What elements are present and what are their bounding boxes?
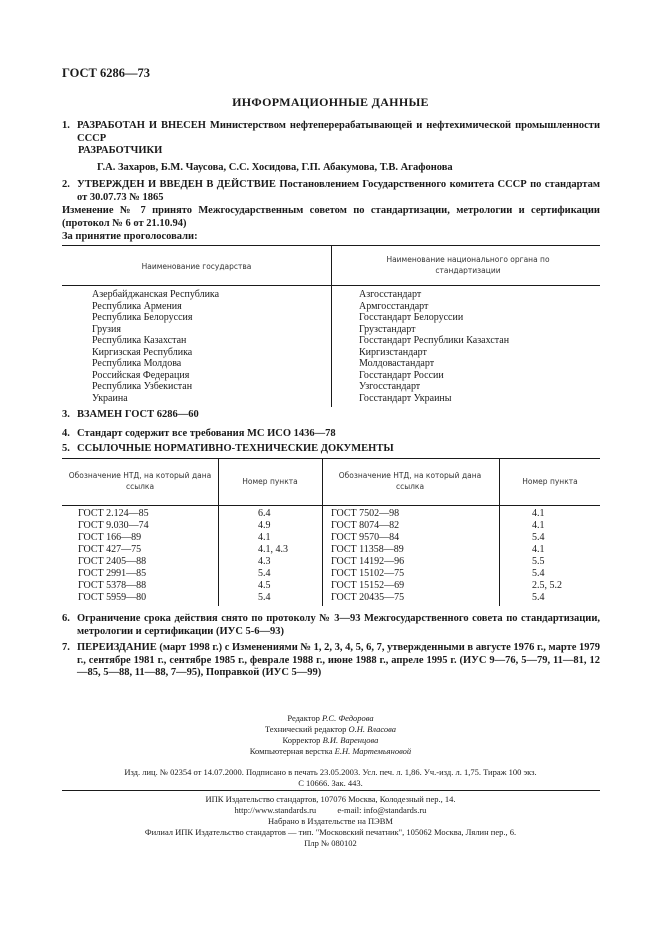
ref-doc: ГОСТ 7502—98: [331, 508, 400, 519]
ref-item: 2.5, 5.2: [532, 580, 562, 591]
ref-item: 5.4: [532, 592, 545, 603]
gost-code-header: ГОСТ 6286—73: [62, 66, 151, 80]
organ-name: Азгосстандарт: [359, 289, 422, 300]
ref-item: 4.1: [258, 532, 271, 543]
item-3: [62, 409, 600, 422]
credit-editor-role: Редактор: [287, 713, 320, 723]
credit-editor-name: Р.С. Федорова: [321, 713, 374, 723]
state-name: Азербайджанская Республика: [92, 289, 220, 300]
item-7-number: 7.: [62, 642, 70, 653]
refs-header-doc-left: Обозначение НТД, на который дана ссылка: [68, 471, 212, 491]
ref-doc: ГОСТ 11358—89: [331, 544, 404, 555]
item-3-number: 3.: [62, 409, 70, 420]
states-header-state: Наименование государства: [141, 262, 252, 271]
organ-name: Госстандарт Республики Казахстан: [359, 335, 510, 346]
item-3-text: ВЗАМЕН ГОСТ 6286—60: [77, 409, 199, 420]
organ-name: Армгосстандарт: [359, 300, 429, 312]
imprint-line-2: С 10666. Зак. 443.: [298, 778, 363, 788]
ref-item: 6.4: [258, 508, 271, 519]
change-7-text: Изменение № 7 принято Межгосударственным советом по стандартизации, метрологии и сертификации (протокол № 6 от 21.10.94): [62, 205, 600, 229]
change-7-note: [62, 205, 600, 231]
refs-table-divider: [499, 458, 500, 606]
refs-table-top-rule: [62, 458, 600, 459]
voted-label: За принятие проголосовали:: [62, 231, 198, 242]
ref-item: 5.4: [258, 592, 271, 603]
ref-item: 4.1: [532, 508, 545, 519]
item-5: [62, 443, 600, 456]
credit-tech-name: О.Н. Власова: [348, 724, 397, 734]
ref-doc: ГОСТ 9.030—74: [78, 520, 149, 531]
state-name: Республика Молдова: [92, 358, 182, 369]
state-name: Украина: [92, 392, 128, 404]
item-6-number: 6.: [62, 613, 70, 624]
states-table-divider: [331, 245, 332, 407]
item-4-text: Стандарт содержит все требования МС ИСО 1436—78: [77, 428, 336, 439]
ref-item: 4.3: [258, 556, 271, 567]
item-2-number: 2.: [62, 179, 70, 190]
state-name: Республика Казахстан: [92, 335, 187, 346]
ref-item: 4.1: [532, 544, 545, 555]
credit-proofreader: [0, 735, 661, 746]
organ-name: Грузстандарт: [359, 323, 416, 335]
organ-name: Киргизстандарт: [359, 346, 427, 358]
credit-proof-role: Корректор: [282, 735, 321, 745]
imprint-line-4: http://www.standards.ru e-mail: info@standards.ru: [234, 805, 427, 815]
ref-item: 4.9: [258, 520, 271, 531]
ref-doc: ГОСТ 2.124—85: [78, 508, 149, 519]
item-4: [62, 428, 600, 441]
states-header-organ: Наименование национального органа по стандартизации: [386, 255, 550, 275]
organ-name: Госстандарт Белоруссии: [359, 312, 464, 323]
ref-item: 4.1: [532, 520, 545, 531]
imprint-line-7: Плр № 080102: [304, 838, 357, 848]
item-1: [62, 120, 600, 146]
page-title: ИНФОРМАЦИОННЫЕ ДАННЫЕ: [232, 95, 429, 109]
state-name: Киргизская Республика: [92, 346, 193, 358]
refs-table-divider: [218, 458, 219, 606]
ref-item: 4.5: [258, 580, 271, 591]
ref-doc: ГОСТ 2405—88: [78, 556, 147, 567]
developers-names: Г.А. Захаров, Б.М. Чаусова, С.С. Хосидова, Г.П. Абакумова, Т.В. Агафонова: [97, 162, 453, 173]
refs-header-item-left: Номер пункта: [242, 477, 298, 486]
item-4-number: 4.: [62, 428, 70, 439]
ref-doc: ГОСТ 166—89: [78, 532, 142, 543]
organ-name: Госстандарт России: [359, 369, 444, 381]
item-7: [62, 642, 600, 682]
item-2-text: УТВЕРЖДЕН И ВВЕДЕН В ДЕЙСТВИЕ Постановлением Государственного комитета СССР по стандартам от 30.07.73 № 1865: [77, 179, 600, 203]
state-name: Российская Федерация: [92, 369, 190, 381]
state-name: Республика Узбекистан: [92, 381, 193, 392]
ref-doc: ГОСТ 2991—85: [78, 568, 147, 579]
credit-layout-name: Е.Н. Мартемьяновой: [334, 746, 412, 756]
item-6: [62, 613, 600, 639]
ref-doc: ГОСТ 9570—84: [331, 532, 400, 543]
ref-item: 5.4: [532, 532, 545, 543]
item-2: [62, 179, 600, 205]
item-6-text: Ограничение срока действия снято по протоколу № 3—93 Межгосударственного совета по стандартизации, метрологии и сертификации (ИУС 5-6—93): [77, 613, 600, 637]
ref-doc: ГОСТ 5959—80: [78, 592, 147, 603]
ref-doc: ГОСТ 15102—75: [331, 568, 405, 579]
item-1-text: РАЗРАБОТАН И ВНЕСЕН Министерством нефтеперерабатывающей и нефтехимической промышленности СССР: [77, 120, 600, 144]
ref-doc: ГОСТ 427—75: [78, 544, 142, 555]
refs-table-divider: [322, 458, 323, 606]
ref-item: 5.4: [258, 568, 271, 579]
imprint-line-3: ИПК Издательство стандартов, 107076 Москва, Колодезный пер., 14.: [205, 794, 456, 804]
credit-editor: [0, 713, 661, 724]
credit-layout: [0, 746, 661, 757]
developers-label: РАЗРАБОТЧИКИ: [78, 145, 163, 156]
imprint-line-6: Филиал ИПК Издательство стандартов — тип. "Московский печатник", 105062 Москва, Лялин пер., 6.: [144, 827, 517, 837]
imprint-line-1: Изд. лиц. № 02354 от 14.07.2000. Подписано в печать 23.05.2003. Усл. печ. л. 1,86. Уч.-изд. л. 1,75. Тираж 100 экз.: [124, 767, 537, 777]
ref-doc: ГОСТ 14192—96: [331, 556, 405, 567]
ref-doc: ГОСТ 15152—69: [331, 580, 405, 591]
credit-tech-editor: [0, 724, 661, 735]
item-5-text: ССЫЛОЧНЫЕ НОРМАТИВНО-ТЕХНИЧЕСКИЕ ДОКУМЕНТЫ: [77, 443, 394, 454]
imprint-rule: [62, 790, 600, 791]
ref-item: 5.4: [532, 568, 545, 579]
ref-item: 4.1, 4.3: [258, 544, 288, 555]
refs-header-item-right: Номер пункта: [522, 477, 578, 486]
credit-layout-role: Компьютерная верстка: [249, 746, 333, 756]
ref-doc: ГОСТ 5378—88: [78, 580, 147, 591]
organ-name: Молдовастандарт: [359, 358, 435, 369]
imprint-line-5: Набрано в Издательстве на ПЭВМ: [268, 816, 393, 826]
state-name: Республика Белоруссия: [92, 312, 193, 323]
ref-doc: ГОСТ 20435—75: [331, 592, 405, 603]
state-name: Республика Армения: [92, 300, 182, 312]
organ-name: Узгосстандарт: [359, 381, 421, 392]
item-1-number: 1.: [62, 120, 70, 131]
ref-item: 5.5: [532, 556, 545, 567]
organ-name: Госстандарт Украины: [359, 392, 452, 404]
state-name: Грузия: [92, 323, 121, 335]
refs-table-header-rule: [62, 505, 600, 506]
credit-proof-name: В.И. Варенцова: [322, 735, 379, 745]
item-5-number: 5.: [62, 443, 70, 454]
item-7-text: ПЕРЕИЗДАНИЕ (март 1998 г.) с Изменениями № 1, 2, 3, 4, 5, 6, 7, утвержденными в августе 1976 г., марте 1979 г., сентябре 1981 г., сентябре 1985 г., феврале 1988 г., июне 1988 г., апреле 1995 г. (ИУС 9—76, 5—79, 11—81, 12—85, 5—88, 11—88, 7—95), Поправкой (ИУС 5—99): [77, 642, 600, 678]
credit-tech-role: Технический редактор: [264, 724, 347, 734]
ref-doc: ГОСТ 8074—82: [331, 520, 400, 531]
refs-header-doc-right: Обозначение НТД, на который дана ссылка: [338, 471, 482, 491]
